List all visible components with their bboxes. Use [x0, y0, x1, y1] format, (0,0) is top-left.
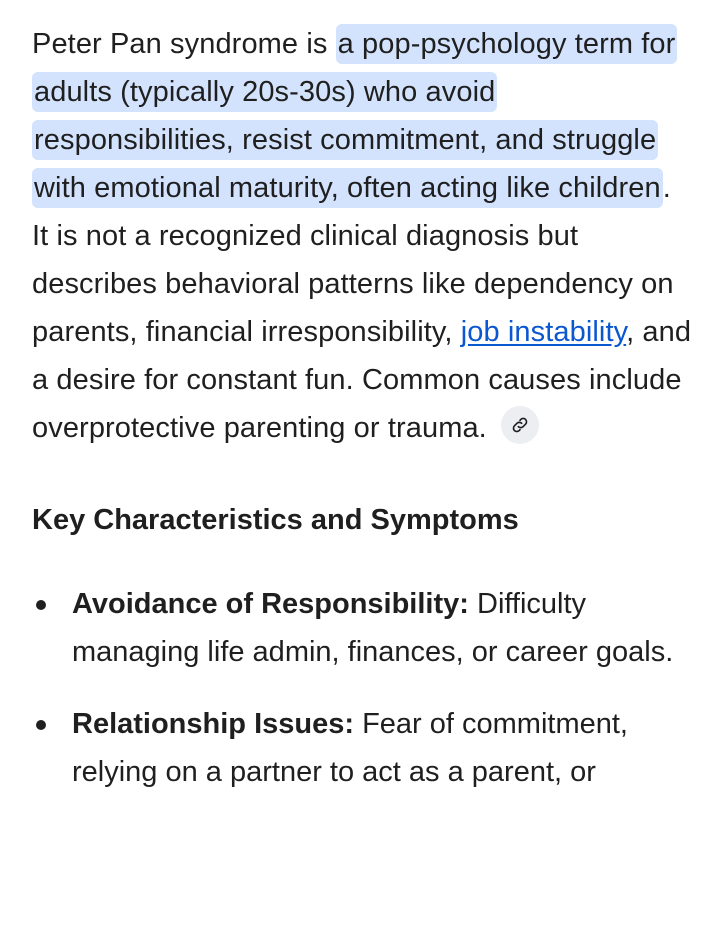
job-instability-link[interactable]: job instability	[460, 316, 627, 348]
list-item-term: Avoidance of Responsibility:	[72, 588, 469, 620]
link-icon	[510, 415, 530, 435]
list-item	[32, 700, 692, 796]
characteristics-list	[32, 580, 692, 796]
bullet-dot-icon	[36, 720, 46, 730]
list-item-text: Fear of commitment, relying on a partner to act as a parent, or	[72, 708, 628, 788]
section-heading: Key Characteristics and Symptoms	[32, 504, 519, 536]
list-item-text: Difficulty managing life admin, finances, or career goals.	[72, 588, 674, 668]
source-link-chip[interactable]	[501, 406, 539, 444]
list-item-term: Relationship Issues:	[72, 708, 355, 740]
list-item	[32, 580, 692, 676]
intro-paragraph	[32, 20, 692, 452]
intro-after-highlight: . It is not a recognized clinical diagnosis but describes behavioral patterns like dependency on parents, financial irresponsibility,	[32, 172, 674, 348]
highlighted-definition[interactable]: a pop-psychology term for adults (typically 20s-30s) who avoid responsibilities, resist commitment, and struggle with emotional maturity, often acting like children	[32, 24, 677, 208]
bullet-dot-icon	[36, 600, 46, 610]
intro-lead: Peter Pan syndrome is	[32, 28, 336, 60]
intro-after-link: , and a desire for constant fun. Common causes include overprotective parenting or trauma.	[32, 316, 692, 444]
